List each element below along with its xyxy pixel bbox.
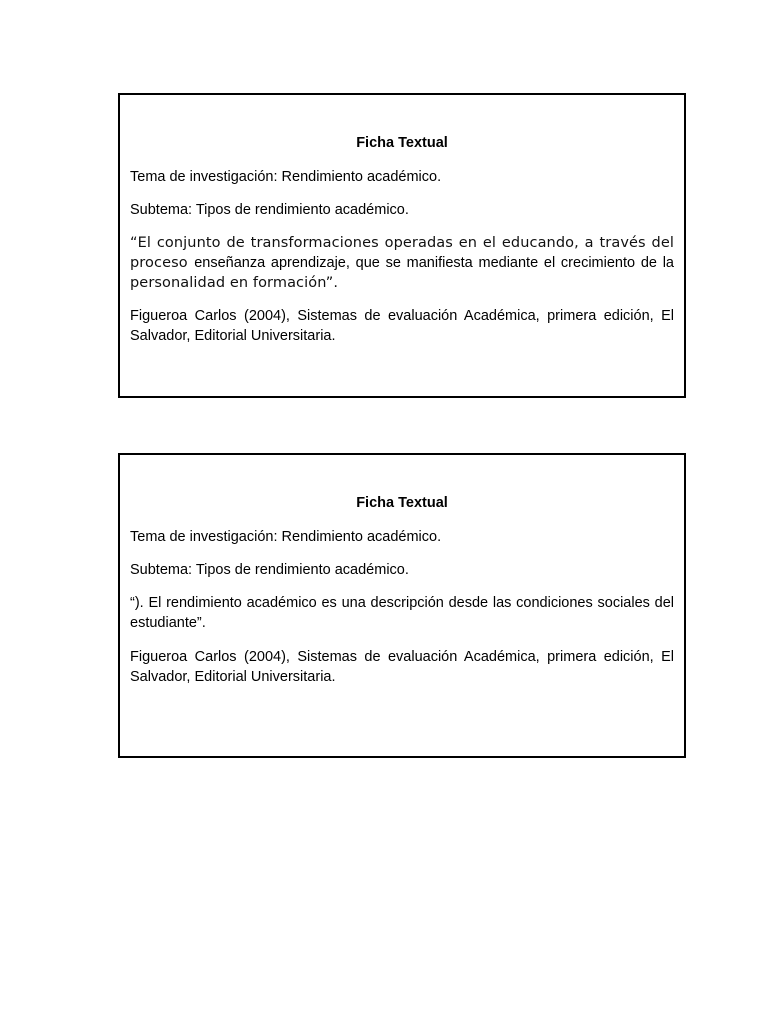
- reference-text: Figueroa Carlos (2004), Sistemas de evaluación Académica, primera edición, El Salvador, Editorial Universitaria.: [130, 308, 674, 344]
- reference-text: Figueroa Carlos (2004), Sistemas de evaluación Académica, primera edición, El Salvador, Editorial Universitaria.: [130, 649, 674, 685]
- quote-main: “). El rendimiento académico es una descripción desde las condiciones sociales del estudiante”: [130, 595, 674, 631]
- card-title: Ficha Textual: [356, 495, 448, 511]
- subtema-line: Subtema: Tipos de rendimiento académico.: [130, 562, 409, 578]
- quote-text: [130, 593, 674, 634]
- ficha-card-2: [118, 453, 686, 758]
- quote-text: [130, 233, 674, 293]
- quote-line-3: personalidad en formación”.: [130, 275, 339, 291]
- subtema-line: Subtema: Tipos de rendimiento académico.: [130, 202, 409, 218]
- ficha-card-1: [118, 93, 686, 398]
- quote-end: .: [201, 616, 206, 631]
- quote-line-2: enseñanza aprendizaje, que se manifiesta mediante el crecimiento de la: [194, 255, 674, 271]
- quote-line-1: “El conjunto de transformaciones operadas en el educando, a través del proceso: [130, 235, 674, 271]
- card-title: Ficha Textual: [356, 135, 448, 151]
- tema-line: Tema de investigación: Rendimiento académico.: [130, 529, 442, 545]
- tema-line: Tema de investigación: Rendimiento académico.: [130, 169, 442, 185]
